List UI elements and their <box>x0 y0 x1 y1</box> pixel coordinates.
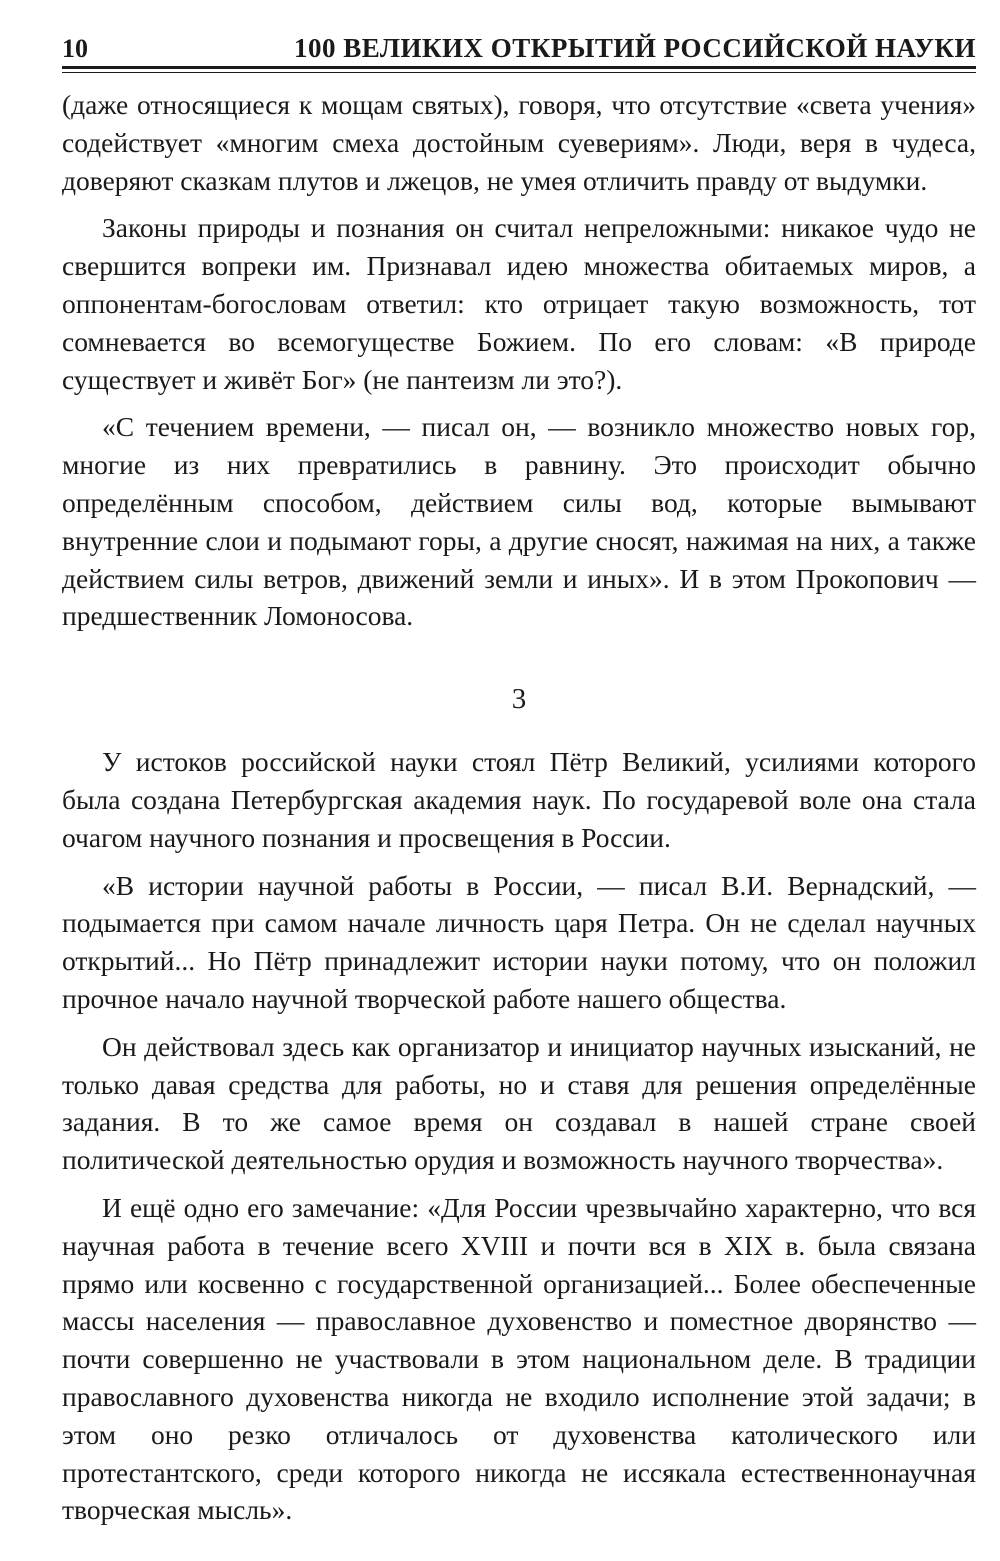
paragraph: Законы природы и познания он считал непреложными: никакое чудо не свершится вопреки им. Признавал идею множества обитаемых миров, а оппонентам-богословам ответил: кто отрицает такую возможность, тот сомневается во всемогуществе Божием. По его словам: «В природе существует и живёт Бог» (не пантеизм ли это?). <box>62 212 976 395</box>
running-header <box>62 28 976 64</box>
page-body <box>62 86 976 1529</box>
paragraph: «С течением времени, — писал он, — возникло множество новых гор, многие из них превратились в равнину. Это происходит обычно определённым способом, действием силы вод, которые вымывают внутренние слои и подымают горы, а другие сносят, нажимая на них, а также действием силы ветров, движений земли и иных». И в этом Прокопович — предшественник Ломоносова. <box>62 411 976 632</box>
paragraph: «В истории научной работы в России, — писал В.И. Вернадский, — подымается при самом начале личность царя Петра. Он не сделал научных открытий... Но Пётр принадлежит истории науки потому, что он положил прочное начало научной творческой работе нашего общества. <box>62 869 976 1014</box>
header-rule-thin <box>62 72 976 73</box>
page-number: 10 <box>62 34 88 63</box>
paragraph: (даже относящиеся к мощам святых), говоря, что отсутствие «света учения» содействует «многим смеха достойным суевериям». Люди, веря в чудеса, доверяют сказкам плутов и лжецов, не умея отличить правду от выдумки. <box>62 89 976 196</box>
section-number: 3 <box>511 683 527 716</box>
paragraph: Он действовал здесь как организатор и инициатор научных изысканий, не только давая средства для работы, но и ставя для решения определённые задания. В то же самое время он создавал в нашей стране своей политической деятельностью орудия и возможность научного творчества». <box>62 1030 976 1176</box>
running-title: 100 ВЕЛИКИХ ОТКРЫТИЙ РОССИЙСКОЙ НАУКИ <box>293 33 976 63</box>
paragraph: И ещё одно его замечание: «Для России чрезвычайно характерно, что вся научная работа в течение всего XVIII и почти вся в XIX в. была связана прямо или косвенно с государственной организацией... Более обеспеченные массы населения — православное духовенство и поместное дворянство — почти совершенно не участвовали в этом национальном деле. В традиции православного духовенства никогда не входило исполнение этой задачи; в этом оно резко отличалось от духовенства католического или протестантского, среди которого никогда не иссякала естественнонаучная творческая мысль». <box>62 1191 976 1526</box>
header-rule-thick <box>62 66 976 69</box>
paragraph: У истоков российской науки стоял Пётр Великий, усилиями которого была создана Петербургская академия наук. По государевой воле она стала очагом научного познания и просвещения в России. <box>62 746 976 853</box>
